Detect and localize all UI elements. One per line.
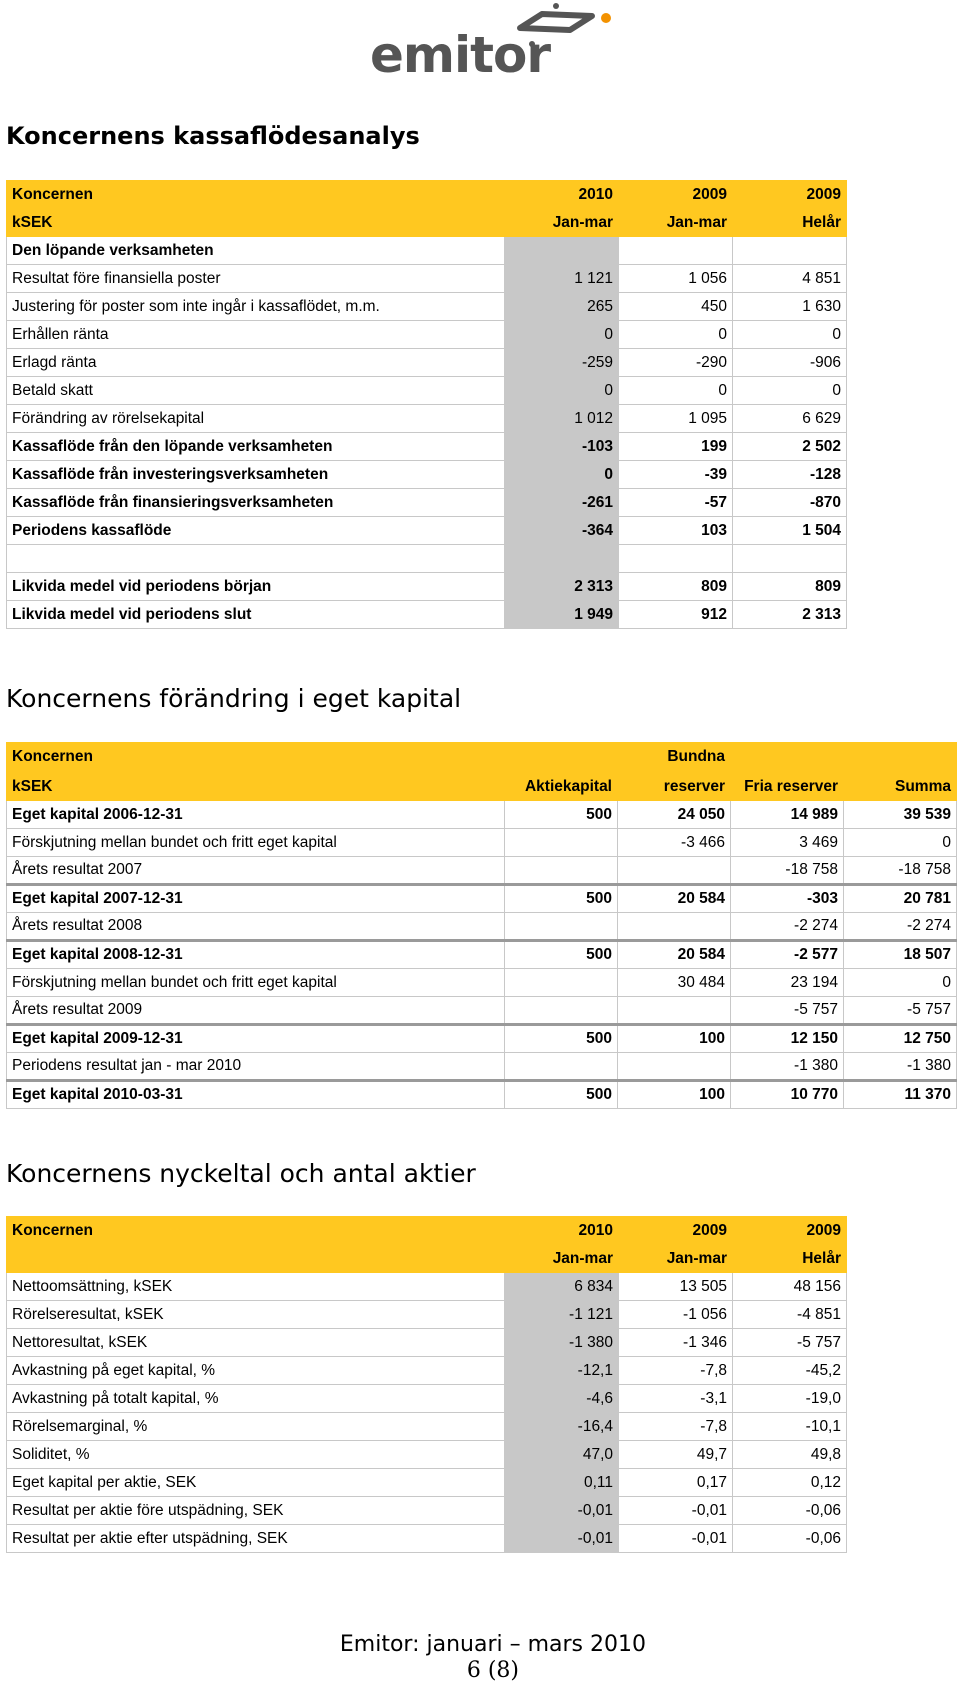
row-label-cell: Eget kapital 2009-12-31 xyxy=(7,1025,505,1053)
value-cell: 49,7 xyxy=(619,1441,733,1469)
value-cell: 0 xyxy=(844,829,957,857)
table-row xyxy=(7,1441,847,1469)
value-cell: 0 xyxy=(505,321,619,349)
value-cell: Helår xyxy=(733,1245,847,1273)
value-cell: -2 577 xyxy=(731,941,844,969)
value-cell: -19,0 xyxy=(733,1385,847,1413)
value-cell: 500 xyxy=(505,941,618,969)
value-cell: 39 539 xyxy=(844,801,957,829)
value-cell xyxy=(505,743,618,771)
row-label-cell: Eget kapital 2010-03-31 xyxy=(7,1081,505,1109)
table-row xyxy=(7,829,957,857)
value-cell: -303 xyxy=(731,885,844,913)
value-cell: 47,0 xyxy=(505,1441,619,1469)
value-cell xyxy=(505,829,618,857)
value-cell: 2009 xyxy=(733,1217,847,1245)
value-cell: 20 781 xyxy=(844,885,957,913)
table-row xyxy=(7,997,957,1025)
header-row xyxy=(7,209,847,237)
value-cell xyxy=(619,237,733,265)
value-cell: -1 121 xyxy=(505,1301,619,1329)
row-label-cell: Resultat per aktie efter utspädning, SEK xyxy=(7,1525,505,1553)
value-cell: -0,01 xyxy=(619,1525,733,1553)
row-label-cell: Likvida medel vid periodens början xyxy=(7,573,505,601)
row-label-cell: Likvida medel vid periodens slut xyxy=(7,601,505,629)
value-cell: -18 758 xyxy=(731,857,844,885)
value-cell: 0 xyxy=(733,377,847,405)
value-cell xyxy=(844,743,957,771)
value-cell: -5 757 xyxy=(733,1329,847,1357)
value-cell xyxy=(505,969,618,997)
table-row xyxy=(7,1053,957,1081)
value-cell: 14 989 xyxy=(731,801,844,829)
keyfigures-title: Koncernens nyckeltal och antal aktier xyxy=(6,1159,476,1188)
row-label-cell: Justering för poster som inte ingår i kassaflödet, m.m. xyxy=(7,293,505,321)
value-cell: 4 851 xyxy=(733,265,847,293)
value-cell xyxy=(618,1053,731,1081)
row-label-cell: Resultat per aktie före utspädning, SEK xyxy=(7,1497,505,1525)
cashflow-table xyxy=(6,180,847,629)
emitor-logo xyxy=(370,0,650,84)
table-row xyxy=(7,573,847,601)
value-cell xyxy=(505,857,618,885)
table-row xyxy=(7,885,957,913)
table-row xyxy=(7,405,847,433)
value-cell: 2009 xyxy=(733,181,847,209)
value-cell: 6 834 xyxy=(505,1273,619,1301)
value-cell: 2010 xyxy=(505,1217,619,1245)
value-cell: 1 949 xyxy=(505,601,619,629)
table-row xyxy=(7,1413,847,1441)
row-label-cell: Årets resultat 2007 xyxy=(7,857,505,885)
value-cell: -1 380 xyxy=(844,1053,957,1081)
table-row xyxy=(7,545,847,573)
table-row xyxy=(7,1301,847,1329)
value-cell: 1 504 xyxy=(733,517,847,545)
value-cell xyxy=(731,743,844,771)
table-row xyxy=(7,1081,957,1109)
header-row xyxy=(7,1217,847,1245)
row-label-cell: Rörelseresultat, kSEK xyxy=(7,1301,505,1329)
value-cell: Fria reserver xyxy=(731,771,844,801)
page-footer xyxy=(340,1634,646,1682)
value-cell: 2 502 xyxy=(733,433,847,461)
value-cell xyxy=(618,913,731,941)
value-cell: Summa xyxy=(844,771,957,801)
table-row xyxy=(7,1469,847,1497)
row-label-cell: Rörelsemarginal, % xyxy=(7,1413,505,1441)
table-row xyxy=(7,349,847,377)
value-cell: -5 757 xyxy=(844,997,957,1025)
value-cell: 2010 xyxy=(505,181,619,209)
table-row xyxy=(7,1357,847,1385)
header-row xyxy=(7,743,957,771)
row-label-cell: Kassaflöde från finansieringsverksamheten xyxy=(7,489,505,517)
table-row xyxy=(7,377,847,405)
value-cell: 2 313 xyxy=(733,601,847,629)
value-cell: -290 xyxy=(619,349,733,377)
value-cell: 0 xyxy=(844,969,957,997)
equity-table xyxy=(6,742,957,1109)
table-row xyxy=(7,857,957,885)
row-label-cell: Förskjutning mellan bundet och fritt eget kapital xyxy=(7,969,505,997)
value-cell: 2 313 xyxy=(505,573,619,601)
table-row xyxy=(7,1273,847,1301)
table-row xyxy=(7,941,957,969)
value-cell: -16,4 xyxy=(505,1413,619,1441)
value-cell xyxy=(505,913,618,941)
table-row xyxy=(7,1525,847,1553)
value-cell xyxy=(505,997,618,1025)
value-cell: -5 757 xyxy=(731,997,844,1025)
value-cell: -1 380 xyxy=(731,1053,844,1081)
value-cell: 0 xyxy=(505,461,619,489)
table-row xyxy=(7,433,847,461)
value-cell: 10 770 xyxy=(731,1081,844,1109)
value-cell: 0 xyxy=(619,377,733,405)
value-cell: 1 012 xyxy=(505,405,619,433)
value-cell: 0 xyxy=(733,321,847,349)
value-cell: 0,17 xyxy=(619,1469,733,1497)
row-label-cell: Kassaflöde från investeringsverksamheten xyxy=(7,461,505,489)
table-row xyxy=(7,293,847,321)
value-cell: Aktiekapital xyxy=(505,771,618,801)
value-cell: -261 xyxy=(505,489,619,517)
value-cell: 500 xyxy=(505,1081,618,1109)
table-row xyxy=(7,517,847,545)
value-cell: 500 xyxy=(505,801,618,829)
value-cell: 0 xyxy=(619,321,733,349)
table-row xyxy=(7,801,957,829)
value-cell: 2009 xyxy=(619,181,733,209)
value-cell: Jan-mar xyxy=(505,1245,619,1273)
row-label-cell: Kassaflöde från den löpande verksamheten xyxy=(7,433,505,461)
table-row xyxy=(7,461,847,489)
value-cell: 48 156 xyxy=(733,1273,847,1301)
value-cell: 3 469 xyxy=(731,829,844,857)
equity-title: Koncernens förändring i eget kapital xyxy=(6,684,462,713)
value-cell: 100 xyxy=(618,1025,731,1053)
header-row xyxy=(7,1245,847,1273)
value-cell: 12 150 xyxy=(731,1025,844,1053)
row-label-cell: Koncernen xyxy=(7,1217,505,1245)
value-cell xyxy=(618,997,731,1025)
value-cell: -3 466 xyxy=(618,829,731,857)
value-cell: -0,01 xyxy=(505,1525,619,1553)
value-cell: -0,06 xyxy=(733,1497,847,1525)
value-cell: 103 xyxy=(619,517,733,545)
row-label-cell: Årets resultat 2008 xyxy=(7,913,505,941)
value-cell: -1 380 xyxy=(505,1329,619,1357)
row-label-cell: Betald skatt xyxy=(7,377,505,405)
value-cell: -870 xyxy=(733,489,847,517)
row-label-cell: Eget kapital 2008-12-31 xyxy=(7,941,505,969)
value-cell: Jan-mar xyxy=(505,209,619,237)
value-cell: -12,1 xyxy=(505,1357,619,1385)
value-cell: 23 194 xyxy=(731,969,844,997)
cashflow-table-body xyxy=(7,181,847,629)
row-label-cell xyxy=(7,545,505,573)
value-cell: 809 xyxy=(619,573,733,601)
table-row xyxy=(7,913,957,941)
table-row xyxy=(7,237,847,265)
row-label-cell: Eget kapital 2007-12-31 xyxy=(7,885,505,913)
value-cell: Jan-mar xyxy=(619,1245,733,1273)
value-cell: 30 484 xyxy=(618,969,731,997)
table-row xyxy=(7,265,847,293)
row-label-cell: Nettoomsättning, kSEK xyxy=(7,1273,505,1301)
value-cell: -4,6 xyxy=(505,1385,619,1413)
row-label-cell: Erhållen ränta xyxy=(7,321,505,349)
value-cell: -45,2 xyxy=(733,1357,847,1385)
row-label-cell: Förändring av rörelsekapital xyxy=(7,405,505,433)
logo-dot-icon xyxy=(601,13,611,23)
value-cell: -7,8 xyxy=(619,1413,733,1441)
value-cell xyxy=(505,1053,618,1081)
value-cell: Jan-mar xyxy=(619,209,733,237)
value-cell: Bundna xyxy=(618,743,731,771)
logo-text: emitor xyxy=(370,26,551,84)
value-cell xyxy=(618,857,731,885)
value-cell: 20 584 xyxy=(618,885,731,913)
value-cell: 500 xyxy=(505,885,618,913)
value-cell: 1 056 xyxy=(619,265,733,293)
value-cell: -1 056 xyxy=(619,1301,733,1329)
table-row xyxy=(7,601,847,629)
row-label-cell: Nettoresultat, kSEK xyxy=(7,1329,505,1357)
row-label-cell: Förskjutning mellan bundet och fritt eget kapital xyxy=(7,829,505,857)
value-cell: -57 xyxy=(619,489,733,517)
value-cell: 100 xyxy=(618,1081,731,1109)
value-cell: 11 370 xyxy=(844,1081,957,1109)
table-row xyxy=(7,1025,957,1053)
value-cell xyxy=(505,237,619,265)
row-label-cell: Periodens resultat jan - mar 2010 xyxy=(7,1053,505,1081)
row-label-cell: Resultat före finansiella poster xyxy=(7,265,505,293)
value-cell: -906 xyxy=(733,349,847,377)
value-cell: -18 758 xyxy=(844,857,957,885)
row-label-cell: Koncernen xyxy=(7,743,505,771)
cashflow-title: Koncernens kassaflödesanalys xyxy=(6,122,420,150)
row-label-cell: Koncernen xyxy=(7,181,505,209)
table-row xyxy=(7,321,847,349)
table-row xyxy=(7,1497,847,1525)
value-cell: -3,1 xyxy=(619,1385,733,1413)
value-cell: 0 xyxy=(505,377,619,405)
value-cell: 265 xyxy=(505,293,619,321)
value-cell: -0,06 xyxy=(733,1525,847,1553)
value-cell: -2 274 xyxy=(844,913,957,941)
value-cell: -128 xyxy=(733,461,847,489)
value-cell: -4 851 xyxy=(733,1301,847,1329)
row-label-cell xyxy=(7,1245,505,1273)
value-cell: -259 xyxy=(505,349,619,377)
value-cell: 49,8 xyxy=(733,1441,847,1469)
row-label-cell: Årets resultat 2009 xyxy=(7,997,505,1025)
value-cell: 12 750 xyxy=(844,1025,957,1053)
value-cell: 1 095 xyxy=(619,405,733,433)
value-cell xyxy=(505,545,619,573)
value-cell: 500 xyxy=(505,1025,618,1053)
header-row xyxy=(7,771,957,801)
value-cell: 0,11 xyxy=(505,1469,619,1497)
row-label-cell: Avkastning på totalt kapital, % xyxy=(7,1385,505,1413)
value-cell: 24 050 xyxy=(618,801,731,829)
value-cell: -39 xyxy=(619,461,733,489)
header-row xyxy=(7,181,847,209)
value-cell: 6 629 xyxy=(733,405,847,433)
row-label-cell: Den löpande verksamheten xyxy=(7,237,505,265)
value-cell: -364 xyxy=(505,517,619,545)
keyfigures-table-body xyxy=(7,1217,847,1553)
value-cell xyxy=(619,545,733,573)
value-cell: 13 505 xyxy=(619,1273,733,1301)
equity-table-body xyxy=(7,743,957,1109)
footer-page-number: 6 (8) xyxy=(466,1658,520,1683)
row-label-cell: Erlagd ränta xyxy=(7,349,505,377)
row-label-cell: kSEK xyxy=(7,209,505,237)
value-cell: -7,8 xyxy=(619,1357,733,1385)
value-cell: -0,01 xyxy=(505,1497,619,1525)
row-label-cell: kSEK xyxy=(7,771,505,801)
value-cell: 199 xyxy=(619,433,733,461)
value-cell xyxy=(733,545,847,573)
row-label-cell: Eget kapital 2006-12-31 xyxy=(7,801,505,829)
table-row xyxy=(7,1385,847,1413)
value-cell: 1 630 xyxy=(733,293,847,321)
value-cell: 0,12 xyxy=(733,1469,847,1497)
value-cell: -2 274 xyxy=(731,913,844,941)
value-cell xyxy=(733,237,847,265)
value-cell: 18 507 xyxy=(844,941,957,969)
value-cell: reserver xyxy=(618,771,731,801)
row-label-cell: Avkastning på eget kapital, % xyxy=(7,1357,505,1385)
value-cell: -10,1 xyxy=(733,1413,847,1441)
row-label-cell: Periodens kassaflöde xyxy=(7,517,505,545)
row-label-cell: Eget kapital per aktie, SEK xyxy=(7,1469,505,1497)
row-label-cell: Soliditet, % xyxy=(7,1441,505,1469)
value-cell: 20 584 xyxy=(618,941,731,969)
value-cell: -1 346 xyxy=(619,1329,733,1357)
table-row xyxy=(7,489,847,517)
value-cell: 912 xyxy=(619,601,733,629)
table-row xyxy=(7,1329,847,1357)
value-cell: -103 xyxy=(505,433,619,461)
value-cell: -0,01 xyxy=(619,1497,733,1525)
value-cell: 2009 xyxy=(619,1217,733,1245)
footer-period: Emitor: januari – mars 2010 xyxy=(339,1632,646,1657)
table-row xyxy=(7,969,957,997)
value-cell: 1 121 xyxy=(505,265,619,293)
keyfigures-table xyxy=(6,1216,847,1553)
value-cell: 450 xyxy=(619,293,733,321)
value-cell: Helår xyxy=(733,209,847,237)
value-cell: 809 xyxy=(733,573,847,601)
